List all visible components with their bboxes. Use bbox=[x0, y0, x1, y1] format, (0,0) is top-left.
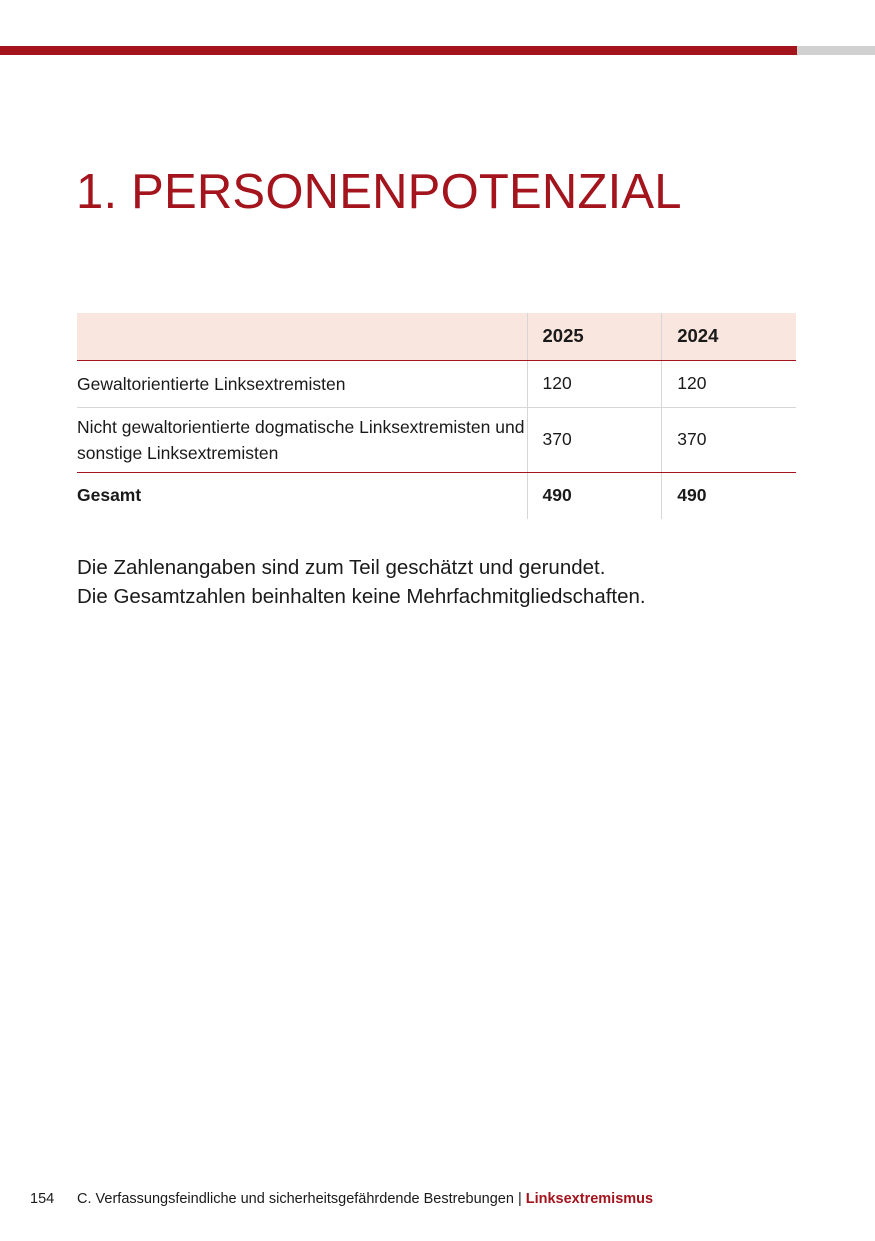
header-year-2024: 2024 bbox=[662, 313, 796, 360]
table-total-row bbox=[77, 472, 796, 519]
total-value-2024: 490 bbox=[662, 472, 796, 519]
note-line-1: Die Zahlenangaben sind zum Teil geschätzt und gerundet. bbox=[77, 556, 606, 579]
top-accent-bar bbox=[0, 46, 797, 55]
table-row bbox=[77, 407, 796, 472]
row-value-2025: 120 bbox=[527, 360, 662, 407]
row-label-text: Nicht gewaltorientierte dogmatische Linksextremisten und sonstige Linksextremisten bbox=[77, 416, 525, 463]
top-grey-bar bbox=[797, 46, 875, 55]
table-header-row bbox=[77, 313, 796, 360]
total-label: Gesamt bbox=[77, 485, 142, 506]
row-value-2024: 120 bbox=[662, 360, 796, 407]
header-label-cell bbox=[77, 313, 527, 360]
header-year-2025: 2025 bbox=[527, 313, 662, 360]
footer-separator: | bbox=[517, 1191, 522, 1207]
page-number: 154 bbox=[30, 1191, 55, 1207]
row-value-2025: 370 bbox=[527, 407, 662, 472]
row-label bbox=[77, 360, 527, 407]
footer-chapter: Linksextremismus bbox=[525, 1191, 654, 1207]
note-line-2: Die Gesamtzahlen beinhalten keine Mehrfachmitgliedschaften. bbox=[77, 585, 646, 608]
row-label-text: Gewaltorientierte Linksextremisten bbox=[77, 373, 346, 394]
row-label bbox=[77, 407, 527, 472]
total-value-2025: 490 bbox=[527, 472, 662, 519]
table-row bbox=[77, 360, 796, 407]
personenpotenzial-table bbox=[77, 313, 796, 519]
table-note bbox=[77, 553, 646, 611]
row-value-2024: 370 bbox=[662, 407, 796, 472]
footer-section: C. Verfassungsfeindliche und sicherheitsgefährdende Bestrebungen bbox=[77, 1191, 514, 1207]
page-title: 1. PERSONENPOTENZIAL bbox=[76, 165, 682, 219]
page-footer bbox=[30, 1189, 653, 1209]
